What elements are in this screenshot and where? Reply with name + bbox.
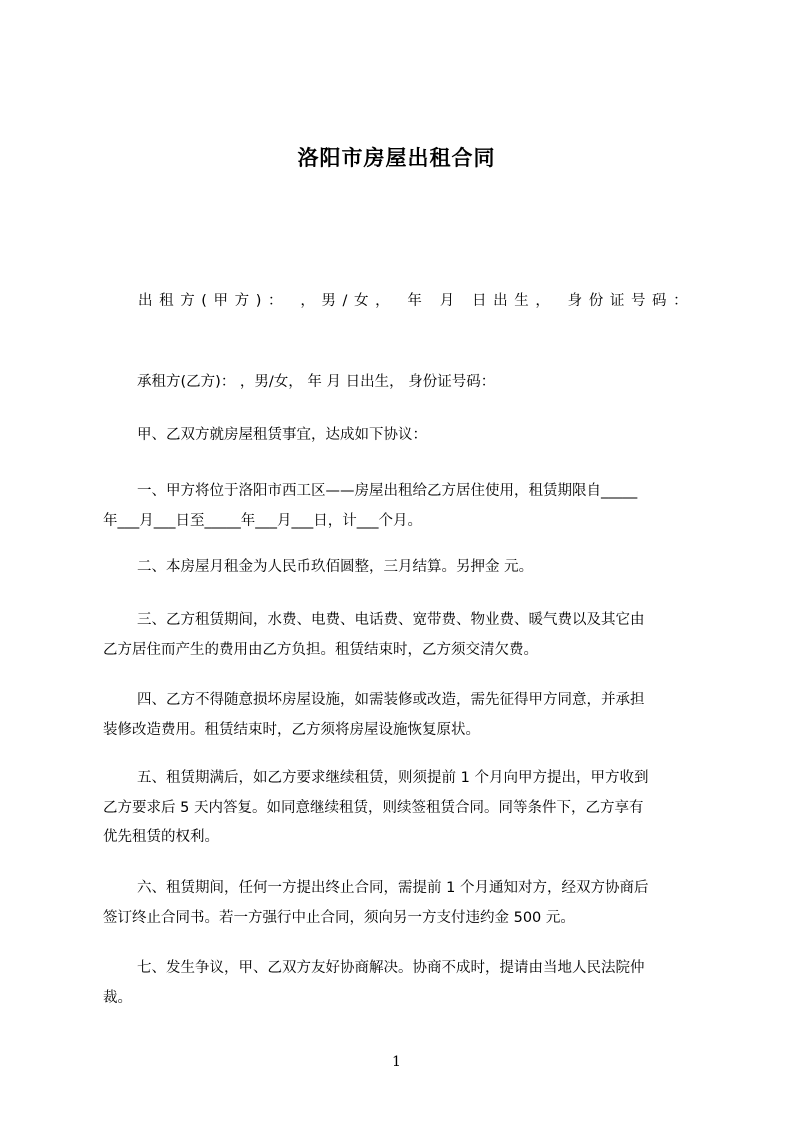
clause-6 bbox=[103, 874, 703, 933]
lessor-line: 出租方(甲方)： ，男/女， 年 月 日出生， 身份证号码： bbox=[138, 293, 695, 309]
document-title: 洛阳市房屋出租合同 bbox=[297, 146, 496, 170]
clause-4-line-1: 四、乙方不得随意损坏房屋设施，如需装修或改造，需先征得甲方同意，并承担 bbox=[137, 692, 645, 708]
clause-7-line-1: 七、发生争议，甲、乙双方友好协商解决。协商不成时，提请由当地人民法院仲 bbox=[137, 960, 645, 976]
clause-1-line-2: 年___月___日至_____年___月___日，计___个月。 bbox=[103, 512, 422, 529]
clause-7-line-2: 裁。 bbox=[103, 989, 132, 1006]
clause-4 bbox=[103, 686, 703, 745]
clause-3-line-1: 三、乙方租赁期间，水费、电费、电话费、宽带费、物业费、暖气费以及其它由 bbox=[137, 612, 645, 628]
clause-5 bbox=[103, 764, 703, 853]
clause-7 bbox=[103, 954, 703, 1013]
clause-1-line-1: 一、甲方将位于洛阳市西工区——房屋出租给乙方居住使用，租赁期限自_____ bbox=[137, 483, 638, 499]
clause-3-line-2: 乙方居住而产生的费用由乙方负担。租赁结束时，乙方须交清欠费。 bbox=[103, 641, 538, 658]
clause-2-line-1: 二、本房屋月租金为人民币玖佰圆整，三月结算。另押金 元。 bbox=[137, 559, 534, 575]
clause-5-line-3: 优先租赁的权利。 bbox=[103, 829, 219, 845]
clause-5-line-1: 五、租赁期满后，如乙方要求继续租赁，则须提前 1 个月向甲方提出，甲方收到 bbox=[137, 770, 649, 786]
lessee-line: 承租方(乙方)： ，男/女， 年 月 日出生， 身份证号码： bbox=[137, 374, 496, 390]
clause-5-line-2: 乙方要求后 5 天内答复。如同意继续租赁，则续签租赁合同。同等条件下，乙方享有 bbox=[103, 799, 644, 816]
clause-3 bbox=[103, 606, 703, 665]
clause-4-line-2: 装修改造费用。租赁结束时，乙方须将房屋设施恢复原状。 bbox=[103, 721, 480, 738]
clause-2 bbox=[103, 553, 703, 583]
clause-6-line-1: 六、租赁期间，任何一方提出终止合同，需提前 1 个月通知对方，经双方协商后 bbox=[137, 880, 649, 896]
clause-1 bbox=[103, 477, 703, 536]
clause-6-line-2: 签订终止合同书。若一方强行中止合同，须向另一方支付违约金 500 元。 bbox=[103, 909, 575, 926]
page-number: 1 bbox=[392, 1054, 401, 1070]
intro-line: 甲、乙双方就房屋租赁事宜，达成如下协议： bbox=[137, 427, 427, 443]
